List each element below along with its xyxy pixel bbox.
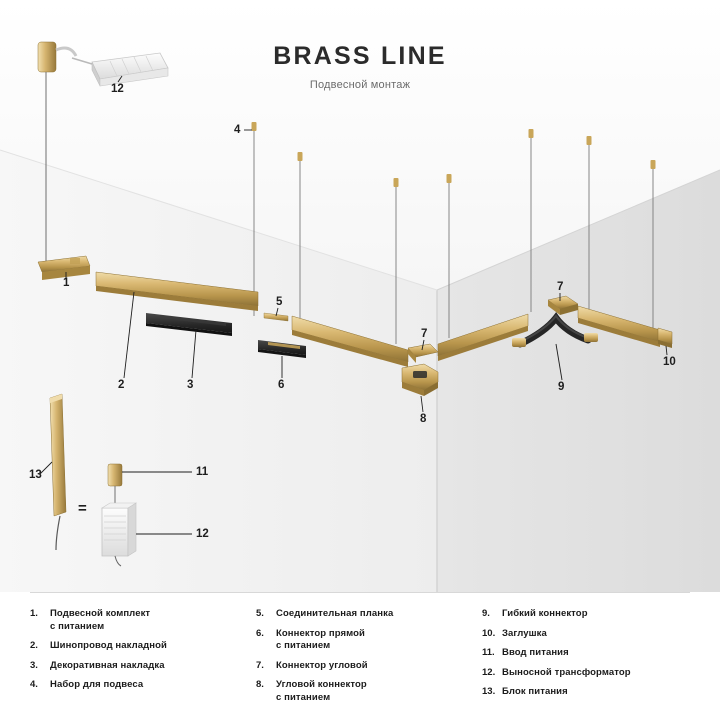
callout-5: 5: [276, 296, 283, 308]
callout-8: 8: [420, 413, 427, 425]
legend-item: [256, 679, 464, 704]
legend-item-label: Выносной трансформатор: [502, 666, 631, 678]
legend-item-number: 8.: [256, 679, 264, 691]
legend-item: [30, 660, 238, 673]
legend-item-label: Подвесной комплект с питанием: [50, 608, 151, 632]
callout-9: 9: [558, 381, 565, 393]
callout-2: 2: [118, 379, 125, 391]
legend-item-number: 4.: [30, 679, 38, 691]
equals-sign: =: [78, 500, 87, 517]
page-title: BRASS LINE: [273, 42, 447, 70]
legend-item-label: Декоративная накладка: [50, 659, 165, 671]
legend-item-label: Коннектор угловой: [276, 659, 368, 671]
page-subtitle: Подвесной монтаж: [309, 79, 411, 91]
legend-item: [30, 640, 238, 653]
callout-7-right: 7: [557, 281, 564, 293]
legend-item: [482, 647, 690, 660]
legend-column-3: [482, 608, 690, 711]
legend-item-number: 2.: [30, 640, 38, 652]
legend-item-number: 3.: [30, 659, 38, 671]
legend-item: [256, 660, 464, 673]
callout-12-top: 12: [111, 83, 124, 95]
legend-item-number: 9.: [482, 608, 490, 619]
legend-item: [482, 686, 690, 699]
callout-3: 3: [187, 379, 194, 391]
legend-item-number: 12.: [482, 666, 496, 678]
legend-item: [482, 608, 690, 621]
legend-item: [256, 628, 464, 653]
legend-item: [30, 679, 238, 692]
callout-13: 13: [29, 469, 42, 481]
legend-item-label: Набор для подвеса: [50, 679, 144, 691]
legend-item-label: Блок питания: [502, 686, 568, 698]
callout-11: 11: [196, 466, 209, 478]
legend: [0, 592, 720, 720]
callout-6: 6: [278, 379, 285, 391]
legend-item: [30, 608, 238, 633]
legend-item-number: 1.: [30, 608, 38, 619]
legend-item-number: 13.: [482, 686, 496, 698]
legend-item-label: Шинопровод накладной: [50, 640, 167, 652]
legend-item: [482, 667, 690, 680]
legend-item-label: Гибкий коннектор: [502, 608, 588, 619]
legend-item-number: 6.: [256, 627, 264, 639]
legend-item-label: Заглушка: [502, 627, 547, 639]
legend-item-number: 10.: [482, 627, 496, 639]
legend-item-number: 5.: [256, 608, 264, 619]
legend-item: [256, 608, 464, 621]
legend-item-number: 7.: [256, 659, 264, 671]
callout-1: 1: [63, 277, 70, 289]
callout-10: 10: [663, 356, 676, 368]
legend-item-label: Ввод питания: [502, 647, 569, 659]
callout-12-bottom: 12: [196, 528, 209, 540]
legend-column-1: [30, 608, 238, 711]
legend-item-label: Соединительная планка: [276, 608, 394, 619]
legend-item-label: Коннектор прямой с питанием: [276, 627, 365, 652]
legend-divider: [30, 592, 690, 593]
callout-4: 4: [234, 124, 241, 136]
legend-item-label: Угловой коннектор с питанием: [276, 679, 367, 703]
legend-item: [482, 628, 690, 641]
callout-7-left: 7: [421, 328, 428, 340]
legend-column-2: [256, 608, 464, 711]
legend-item-number: 11.: [482, 647, 495, 659]
